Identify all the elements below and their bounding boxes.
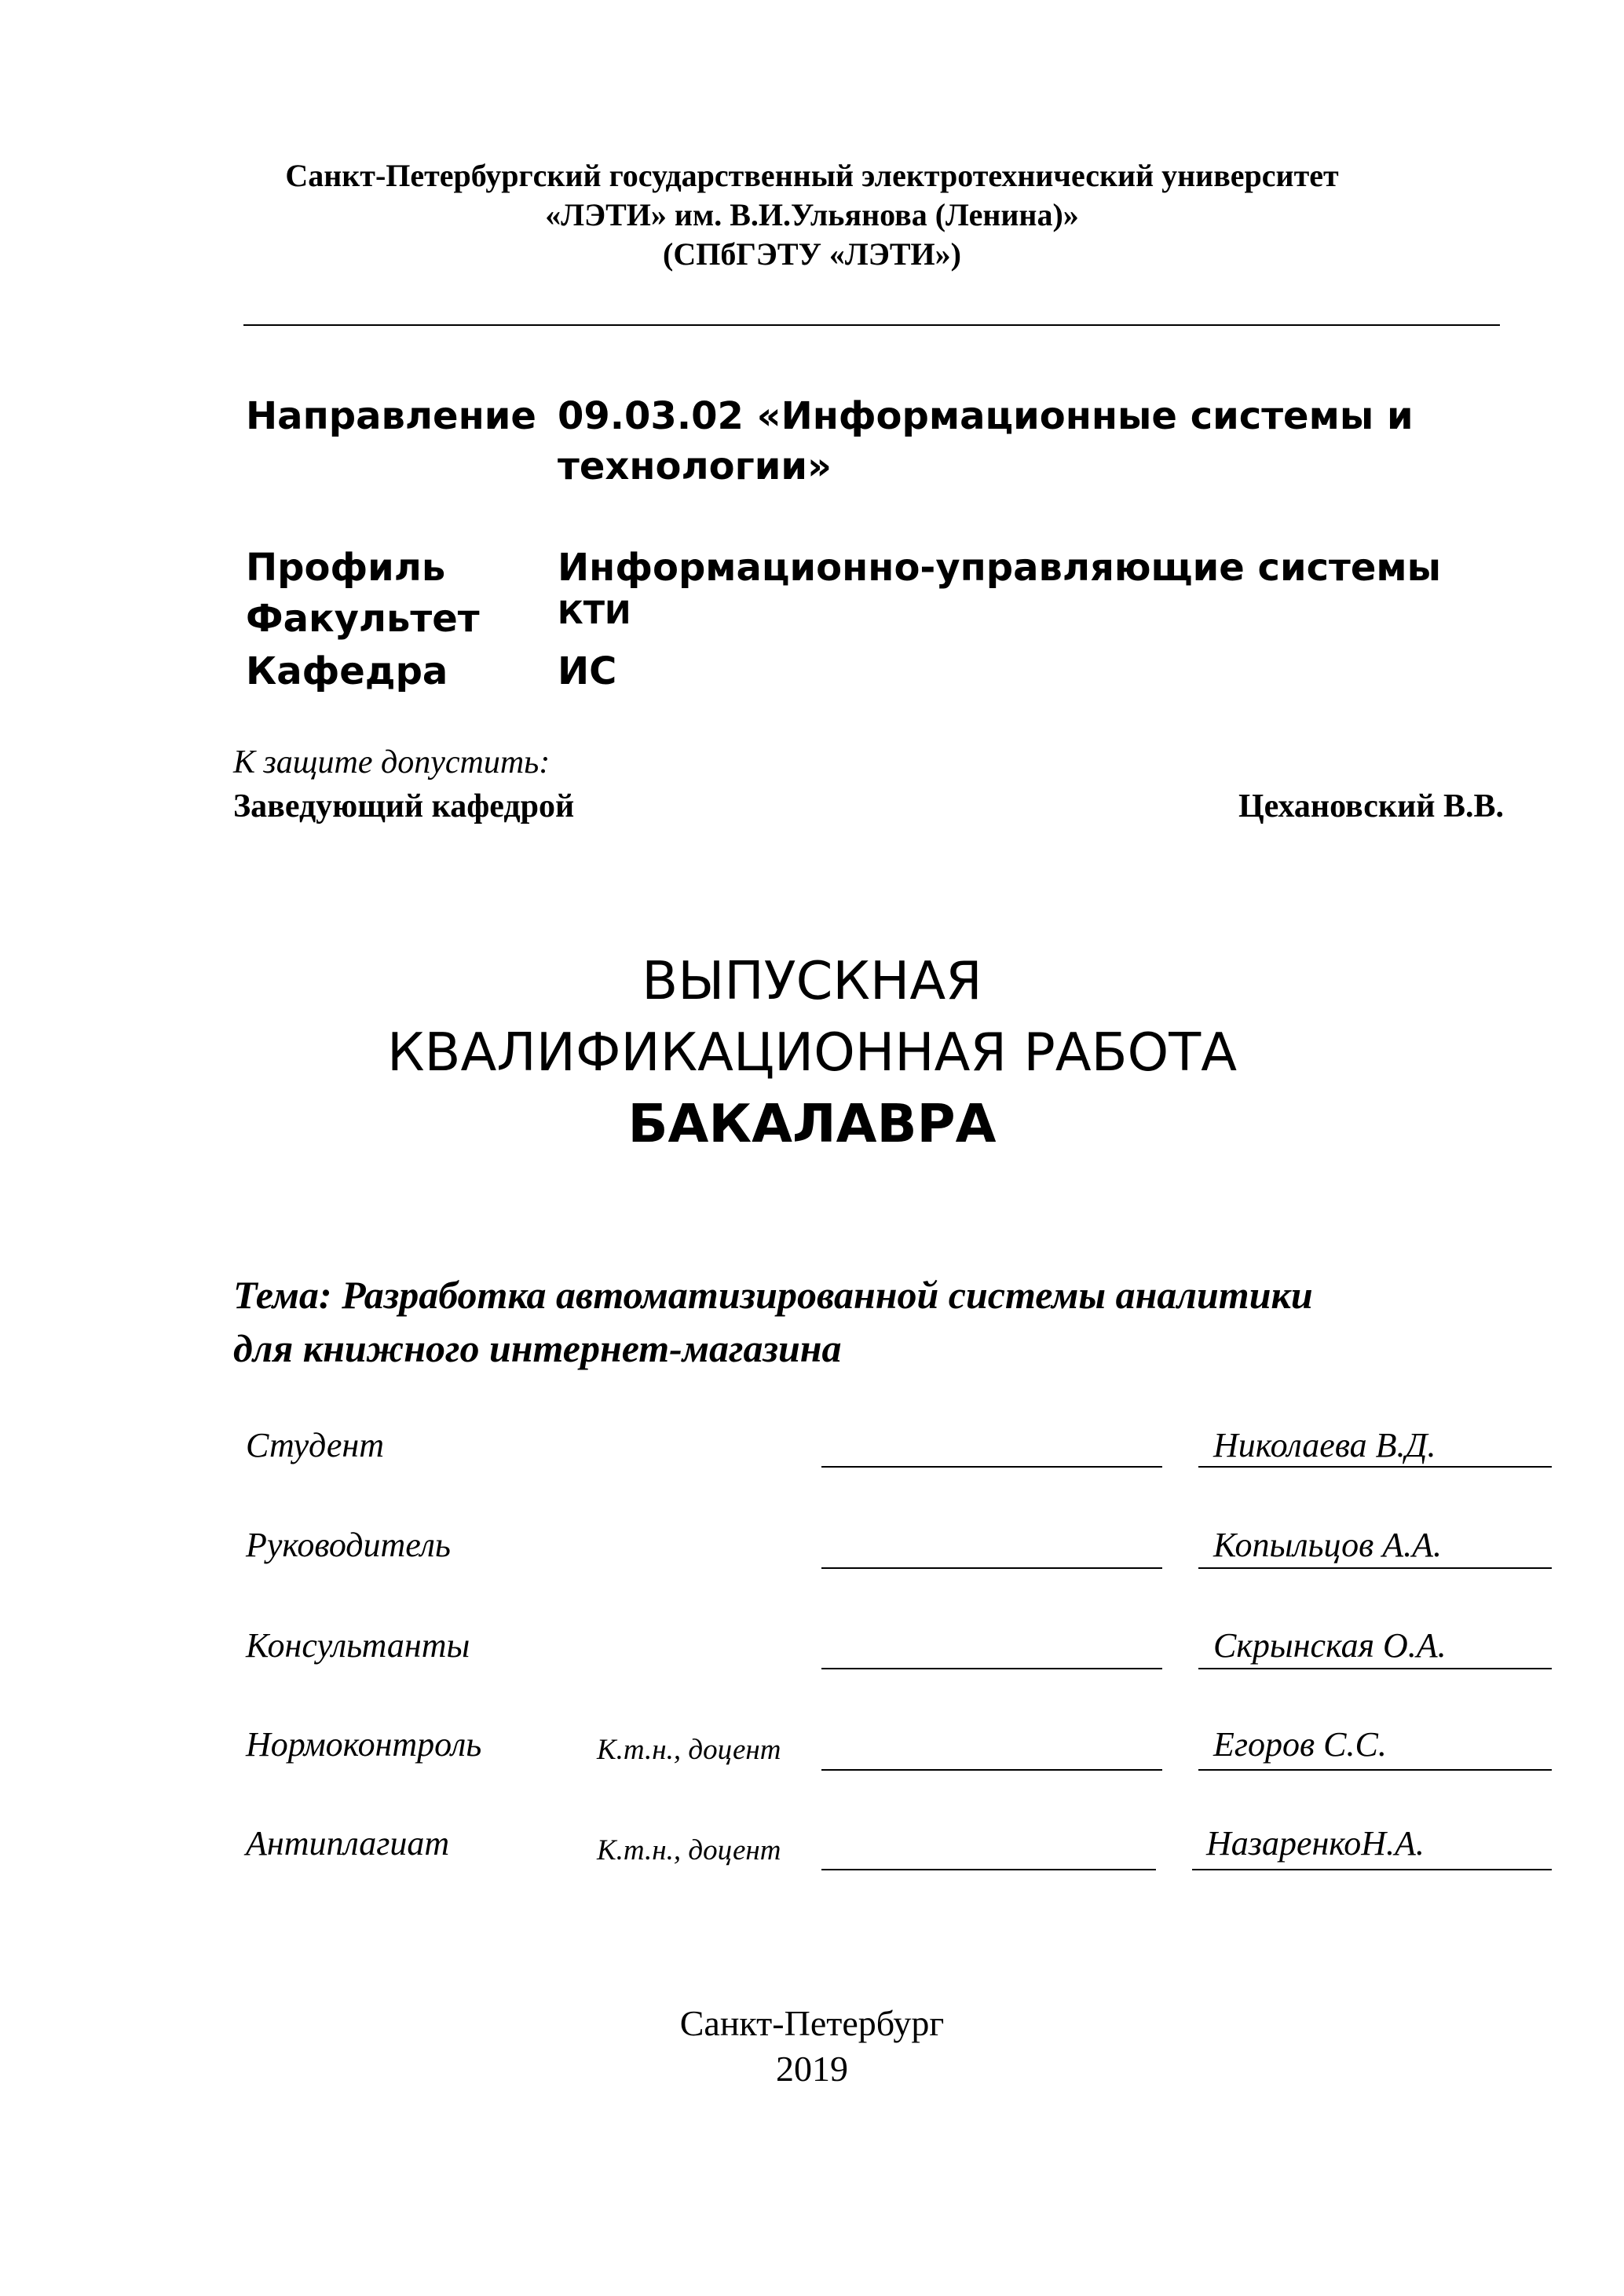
year: 2019 bbox=[776, 2049, 848, 2089]
signature-degree: К.т.н., доцент bbox=[597, 1734, 781, 1766]
signature-role: Нормоконтроль bbox=[246, 1725, 482, 1764]
signature-name: НазаренкоН.А. bbox=[1206, 1824, 1425, 1863]
head-of-department-label: Заведующий кафедрой bbox=[233, 788, 575, 824]
signature-role: Антиплагиат bbox=[246, 1824, 450, 1863]
title-degree: БАКАЛАВРА bbox=[627, 1093, 997, 1154]
signature-name: Скрынская О.А. bbox=[1213, 1626, 1447, 1665]
direction-value-line1: 09.03.02 «Информационные системы и bbox=[558, 394, 1414, 438]
title-line1: ВЫПУСКНАЯ bbox=[642, 950, 982, 1011]
name-underline bbox=[1198, 1466, 1552, 1468]
department-value: ИС bbox=[558, 649, 617, 693]
faculty-label: Факультет bbox=[246, 597, 480, 641]
header-divider bbox=[243, 324, 1500, 326]
signature-role: Руководитель bbox=[246, 1526, 451, 1564]
signature-role: Студент bbox=[246, 1426, 384, 1464]
topic-line2: для книжного интернет-магазина bbox=[233, 1326, 842, 1370]
signature-name: Николаева В.Д. bbox=[1213, 1426, 1436, 1464]
signature-name: Копыльцов А.А. bbox=[1213, 1526, 1442, 1564]
name-underline bbox=[1192, 1869, 1552, 1870]
university-name-line2: «ЛЭТИ» им. В.И.Ульянова (Ленина)» bbox=[545, 197, 1079, 232]
approval-note: К защите допустить: bbox=[233, 744, 550, 781]
faculty-value: КТИ bbox=[558, 595, 631, 631]
signature-line bbox=[821, 1769, 1162, 1771]
signature-line bbox=[821, 1567, 1162, 1569]
signature-degree: К.т.н., доцент bbox=[597, 1834, 781, 1866]
title-line2: КВАЛИФИКАЦИОННАЯ РАБОТА bbox=[386, 1022, 1238, 1083]
signature-line bbox=[821, 1869, 1156, 1870]
signature-line bbox=[821, 1668, 1162, 1669]
name-underline bbox=[1198, 1668, 1552, 1669]
direction-value-line2: технологии» bbox=[558, 444, 832, 488]
signature-line bbox=[821, 1466, 1162, 1468]
signature-name: Егоров С.С. bbox=[1213, 1725, 1387, 1764]
department-label: Кафедра bbox=[246, 649, 448, 693]
direction-label: Направление bbox=[246, 394, 536, 438]
name-underline bbox=[1198, 1567, 1552, 1569]
signature-role: Консультанты bbox=[246, 1626, 470, 1665]
university-abbreviation: (СПбГЭТУ «ЛЭТИ») bbox=[663, 236, 961, 272]
topic-line1: Тема: Разработка автоматизированной системы аналитики bbox=[233, 1273, 1313, 1317]
profile-label: Профиль bbox=[246, 546, 446, 590]
head-of-department-name: Цехановский В.В. bbox=[1238, 788, 1504, 824]
city: Санкт-Петербург bbox=[679, 2003, 945, 2043]
university-name-line1: Санкт-Петербургский государственный электротехнический университет bbox=[285, 158, 1339, 193]
profile-value: Информационно-управляющие системы bbox=[558, 546, 1442, 590]
name-underline bbox=[1198, 1769, 1552, 1771]
